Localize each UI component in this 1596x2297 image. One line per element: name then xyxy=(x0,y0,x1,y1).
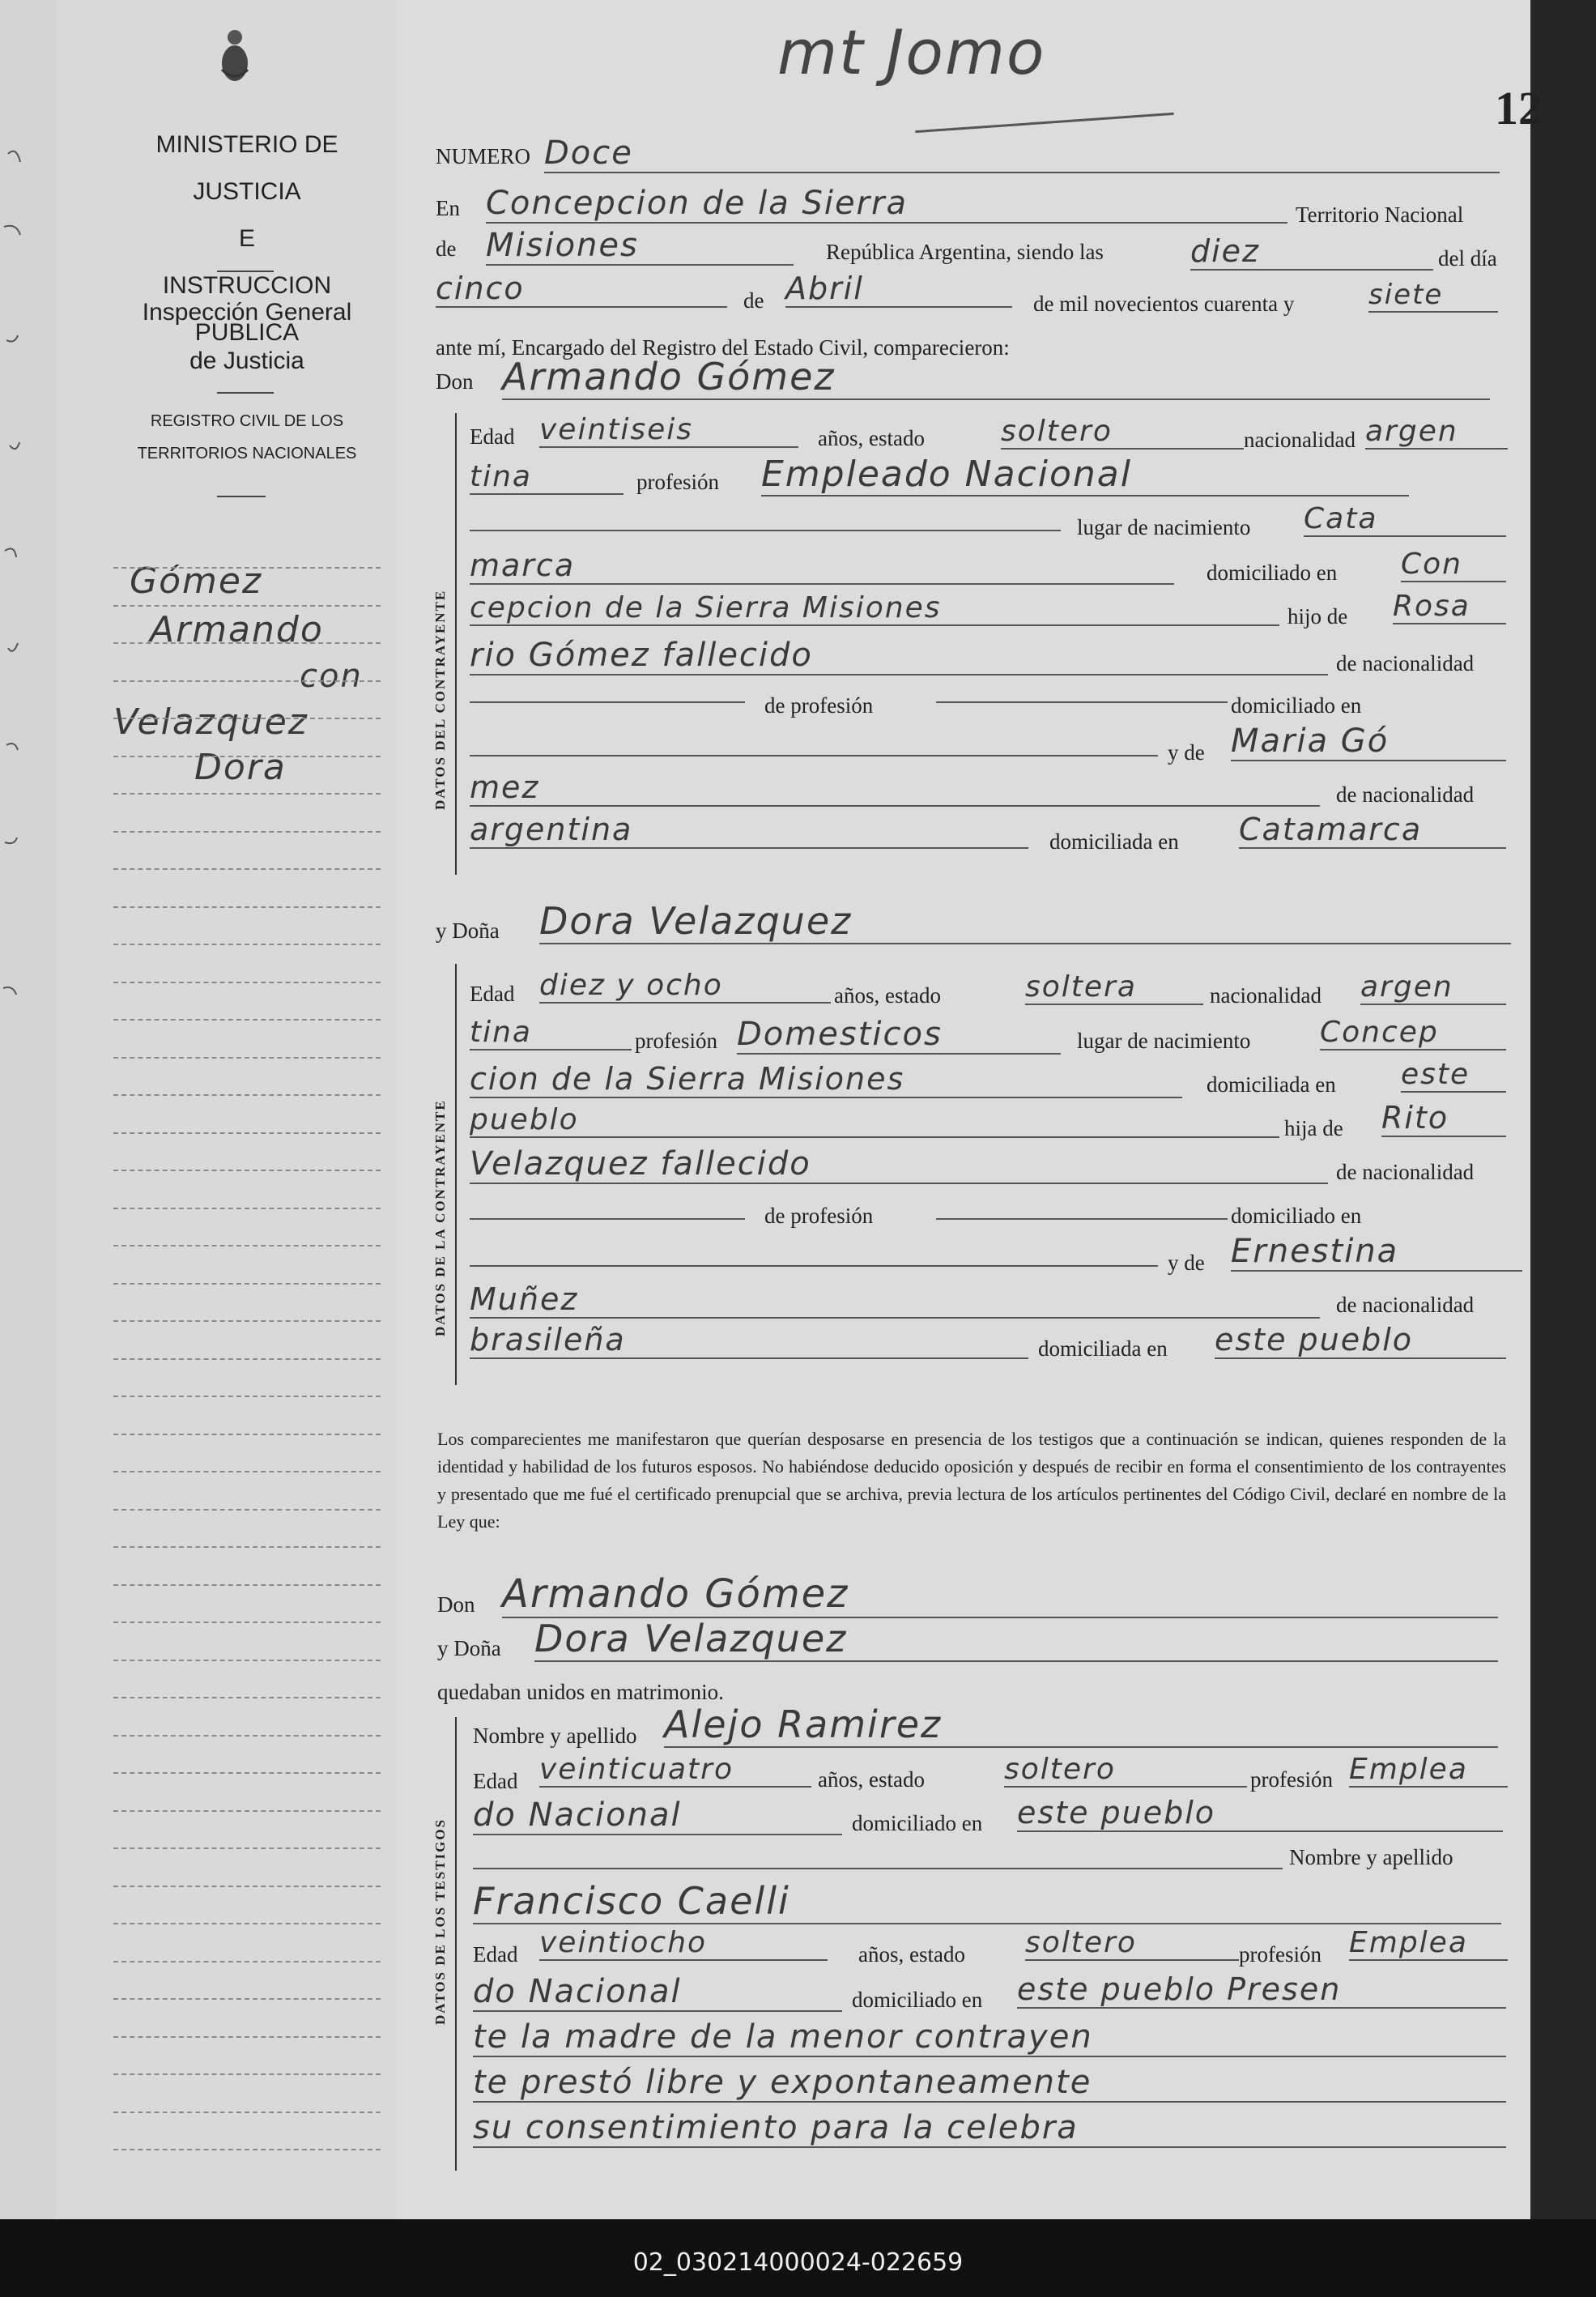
registry-line2: TERRITORIOS NACIONALES xyxy=(137,445,357,462)
contrayenta-lugar-nac-a: Concep xyxy=(1320,1016,1506,1050)
contrayente-lugar-nac-a: Cata xyxy=(1304,502,1506,537)
y-de-label: y de xyxy=(1168,740,1205,765)
nota-line-2: te prestó libre y expontaneamente xyxy=(473,2064,1506,2103)
margin-note-3: con xyxy=(300,658,363,695)
de-nacionalidad-label: de nacionalidad xyxy=(1336,782,1475,807)
hora-value: diez xyxy=(1190,233,1433,271)
declaracion-paragraph: Los comparecientes me manifestaron que querían desposarse en presencia de los testigos que a continuación se indican, quienes responden de la identidad y habilidad de los futuros esposos. No habiéndose deducido oposición y después de recibir en forma el consentimiento de los contrayentes y presentado que me fué el certificado prenupcial que se archiva, previa lectura de los artículos pertinentes del Código Civil, declaré en nombre de la Ley que: xyxy=(437,1429,1506,1532)
contrayente-bracket xyxy=(455,413,457,875)
blank-line xyxy=(470,747,1158,756)
de-label: de xyxy=(436,237,457,261)
margin-note-2: Armando xyxy=(150,609,324,650)
contrayente-profesion: Empleado Nacional xyxy=(761,454,1409,496)
testigo1-profesion-b: do Nacional xyxy=(473,1796,842,1835)
contrayenta-domicilio-b: pueblo xyxy=(470,1103,1279,1138)
testigo1-profesion-a: Emplea xyxy=(1349,1753,1508,1788)
testigo2-domicilio: este pueblo Presen xyxy=(1017,1971,1506,2009)
lugar-value: Concepcion de la Sierra xyxy=(486,185,1287,224)
hijo-label: hijo de xyxy=(1287,604,1348,629)
testigo1-domicilio: este pueblo xyxy=(1017,1795,1503,1832)
anio-value: siete xyxy=(1368,279,1498,313)
domiciliado-label: domiciliado en xyxy=(852,1811,983,1835)
mes-value: Abril xyxy=(785,271,1012,308)
testigo1-edad: veinticuatro xyxy=(539,1753,811,1788)
don-label: Don xyxy=(437,1592,475,1617)
quedaban-text: quedaban unidos en matrimonio. xyxy=(437,1680,724,1704)
nota-line-3: su consentimiento para la celebra xyxy=(473,2109,1506,2148)
domiciliada-en-label: domiciliada en xyxy=(1049,829,1179,854)
territorio-value: Misiones xyxy=(486,227,794,266)
blank-line xyxy=(473,1860,1283,1869)
anio-label: de mil novecientos cuarenta y xyxy=(1033,292,1295,316)
de-nacionalidad-label: de nacionalidad xyxy=(1336,1160,1475,1184)
contrayente-madre-nac: argentina xyxy=(470,812,1028,849)
contrayente-padre-a: Rosa xyxy=(1393,590,1506,624)
numero-label: NUMERO xyxy=(436,144,531,168)
margin-note-4: Velazquez xyxy=(113,701,309,743)
de-nacionalidad-label: de nacionalidad xyxy=(1336,651,1475,675)
contrayenta-nacionalidad-a: argen xyxy=(1360,970,1506,1005)
testigo2-profesion-b: do Nacional xyxy=(473,1973,842,2012)
dona-label: y Doña xyxy=(436,918,500,943)
contrayente-madre-b: mez xyxy=(470,769,1320,807)
inspection-line2: de Justicia xyxy=(189,347,304,374)
nacionalidad-label: nacionalidad xyxy=(1244,428,1356,452)
declaracion-don: Armando Gómez xyxy=(502,1571,1498,1618)
blank-line xyxy=(470,693,745,703)
edad-label: Edad xyxy=(473,1769,518,1793)
contrayenta-madre-b: Muñez xyxy=(470,1281,1320,1319)
contrayenta-madre-nac: brasileña xyxy=(470,1322,1028,1359)
anios-estado-label: años, estado xyxy=(858,1942,965,1967)
de-nacionalidad-label: de nacionalidad xyxy=(1336,1293,1475,1317)
edad-label: Edad xyxy=(470,982,515,1006)
comparecieron-text: ante mí, Encargado del Registro del Estado Civil, comparecieron: xyxy=(436,335,1010,360)
anios-estado-label: años, estado xyxy=(834,983,941,1008)
testigos-side-label: DATOS DE LOS TESTIGOS xyxy=(432,1818,448,2025)
contrayente-domicilio-b: cepcion de la Sierra Misiones xyxy=(470,591,1279,626)
dona-label: y Doña xyxy=(437,1636,501,1660)
contrayenta-side-label: DATOS DE LA CONTRAYENTE xyxy=(432,1099,448,1336)
blank-line xyxy=(936,1210,1228,1220)
contrayente-padre-b: rio Gómez fallecido xyxy=(470,637,1328,675)
contrayenta-madre-a: Ernestina xyxy=(1231,1233,1522,1272)
profesion-label: profesión xyxy=(1250,1767,1333,1792)
ministry-line3: INSTRUCCION PUBLICA xyxy=(162,272,332,346)
hija-label: hija de xyxy=(1284,1116,1343,1140)
domiciliada-en-label: domiciliada en xyxy=(1038,1336,1168,1361)
ministry-line2: E xyxy=(238,225,255,252)
nacionalidad-label: nacionalidad xyxy=(1210,983,1321,1008)
contrayente-nacionalidad-a: argen xyxy=(1365,415,1508,450)
blank-line xyxy=(936,693,1228,703)
contrayenta-lugar-nac-b: cion de la Sierra Misiones xyxy=(470,1061,1182,1098)
en-label: En xyxy=(436,196,460,220)
contrayenta-estado: soltera xyxy=(1025,970,1203,1005)
margin-note-5: Dora xyxy=(194,747,287,788)
contrayenta-profesion: Domesticos xyxy=(737,1016,1061,1055)
contrayenta-bracket xyxy=(455,964,457,1385)
testigos-bracket xyxy=(455,1717,457,2171)
de-profesion-label: de profesión xyxy=(764,693,874,718)
contrayenta-padre-a: Rito xyxy=(1381,1100,1506,1137)
testigo1-estado: soltero xyxy=(1004,1753,1247,1788)
testigo2-edad: veintiocho xyxy=(539,1926,828,1961)
testigo2-nombre: Francisco Caelli xyxy=(473,1879,1501,1924)
profesion-label: profesión xyxy=(635,1029,717,1053)
nombre-apellido-label: Nombre y apellido xyxy=(473,1724,637,1748)
nombre-apellido-label: Nombre y apellido xyxy=(1289,1845,1453,1869)
territorio-label: Territorio Nacional xyxy=(1296,202,1464,227)
anios-estado-label: años, estado xyxy=(818,1767,925,1792)
contrayente-edad: veintiseis xyxy=(539,413,798,448)
lugar-nac-label: lugar de nacimiento xyxy=(1077,515,1251,539)
don-label: Don xyxy=(436,369,474,394)
dia-value: cinco xyxy=(436,271,727,308)
registry-line1: REGISTRO CIVIL DE LOS xyxy=(150,412,344,430)
domiciliada-label: domiciliada en xyxy=(1207,1072,1336,1097)
profesion-label: profesión xyxy=(1239,1942,1321,1967)
image-code: 02_030214000024-022659 xyxy=(632,2248,964,2277)
edad-label: Edad xyxy=(473,1942,518,1967)
del-dia-label: del día xyxy=(1438,246,1497,271)
profesion-label: profesión xyxy=(636,470,719,494)
blank-line xyxy=(470,1210,745,1220)
margin-note-1: Gómez xyxy=(130,560,263,602)
contrayente-madre-dom: Catamarca xyxy=(1239,812,1506,849)
numero-value: Doce xyxy=(544,134,1500,173)
contrayente-nombre: Armando Gómez xyxy=(502,355,1490,400)
nota-line-1: te la madre de la menor contrayen xyxy=(473,2018,1506,2057)
inspection-line1: Inspección General xyxy=(142,299,352,326)
contrayente-estado: soltero xyxy=(1001,415,1244,450)
testigo1-nombre: Alejo Ramirez xyxy=(664,1703,1498,1748)
de2-label: de xyxy=(743,288,764,313)
contrayenta-edad: diez y ocho xyxy=(539,969,831,1004)
contrayenta-madre-dom: este pueblo xyxy=(1215,1322,1506,1359)
contrayente-side-label: DATOS DEL CONTRAYENTE xyxy=(432,589,448,810)
edad-label: Edad xyxy=(470,424,515,449)
top-signature-scribble: mt Jomo xyxy=(777,16,1046,88)
domiciliado-en-label: domiciliado en xyxy=(1231,1204,1362,1228)
declaracion-dona: Dora Velazquez xyxy=(534,1617,1498,1662)
blank-line xyxy=(470,1257,1158,1267)
y-de-label: y de xyxy=(1168,1251,1205,1275)
contrayenta-domicilio-a: este xyxy=(1401,1058,1506,1093)
ministry-line1: MINISTERIO DE JUSTICIA xyxy=(155,131,338,205)
anios-estado-label: años, estado xyxy=(818,426,925,450)
contrayente-nacionalidad-b: tina xyxy=(470,460,624,495)
blank-line xyxy=(470,518,1061,531)
domiciliado-label: domiciliado en xyxy=(852,1988,983,2012)
lugar-nac-label: lugar de nacimiento xyxy=(1077,1029,1251,1053)
republica-label: República Argentina, siendo las xyxy=(826,240,1104,264)
de-profesion-label: de profesión xyxy=(764,1204,874,1228)
domiciliado-en-label: domiciliado en xyxy=(1231,693,1362,718)
contrayente-madre-a: Maria Gó xyxy=(1231,722,1506,761)
testigo2-profesion-a: Emplea xyxy=(1349,1926,1508,1961)
page-number: 12 xyxy=(1495,82,1542,134)
contrayente-domicilio-a: Con xyxy=(1401,548,1506,582)
contrayenta-padre-b: Velazquez fallecido xyxy=(470,1145,1328,1184)
contrayenta-nacionalidad-b: tina xyxy=(470,1016,632,1050)
testigo2-estado: soltero xyxy=(1025,1926,1239,1961)
domiciliado-label: domiciliado en xyxy=(1207,560,1338,585)
contrayenta-nombre: Dora Velazquez xyxy=(539,899,1511,944)
contrayente-lugar-nac-b: marca xyxy=(470,548,1174,585)
